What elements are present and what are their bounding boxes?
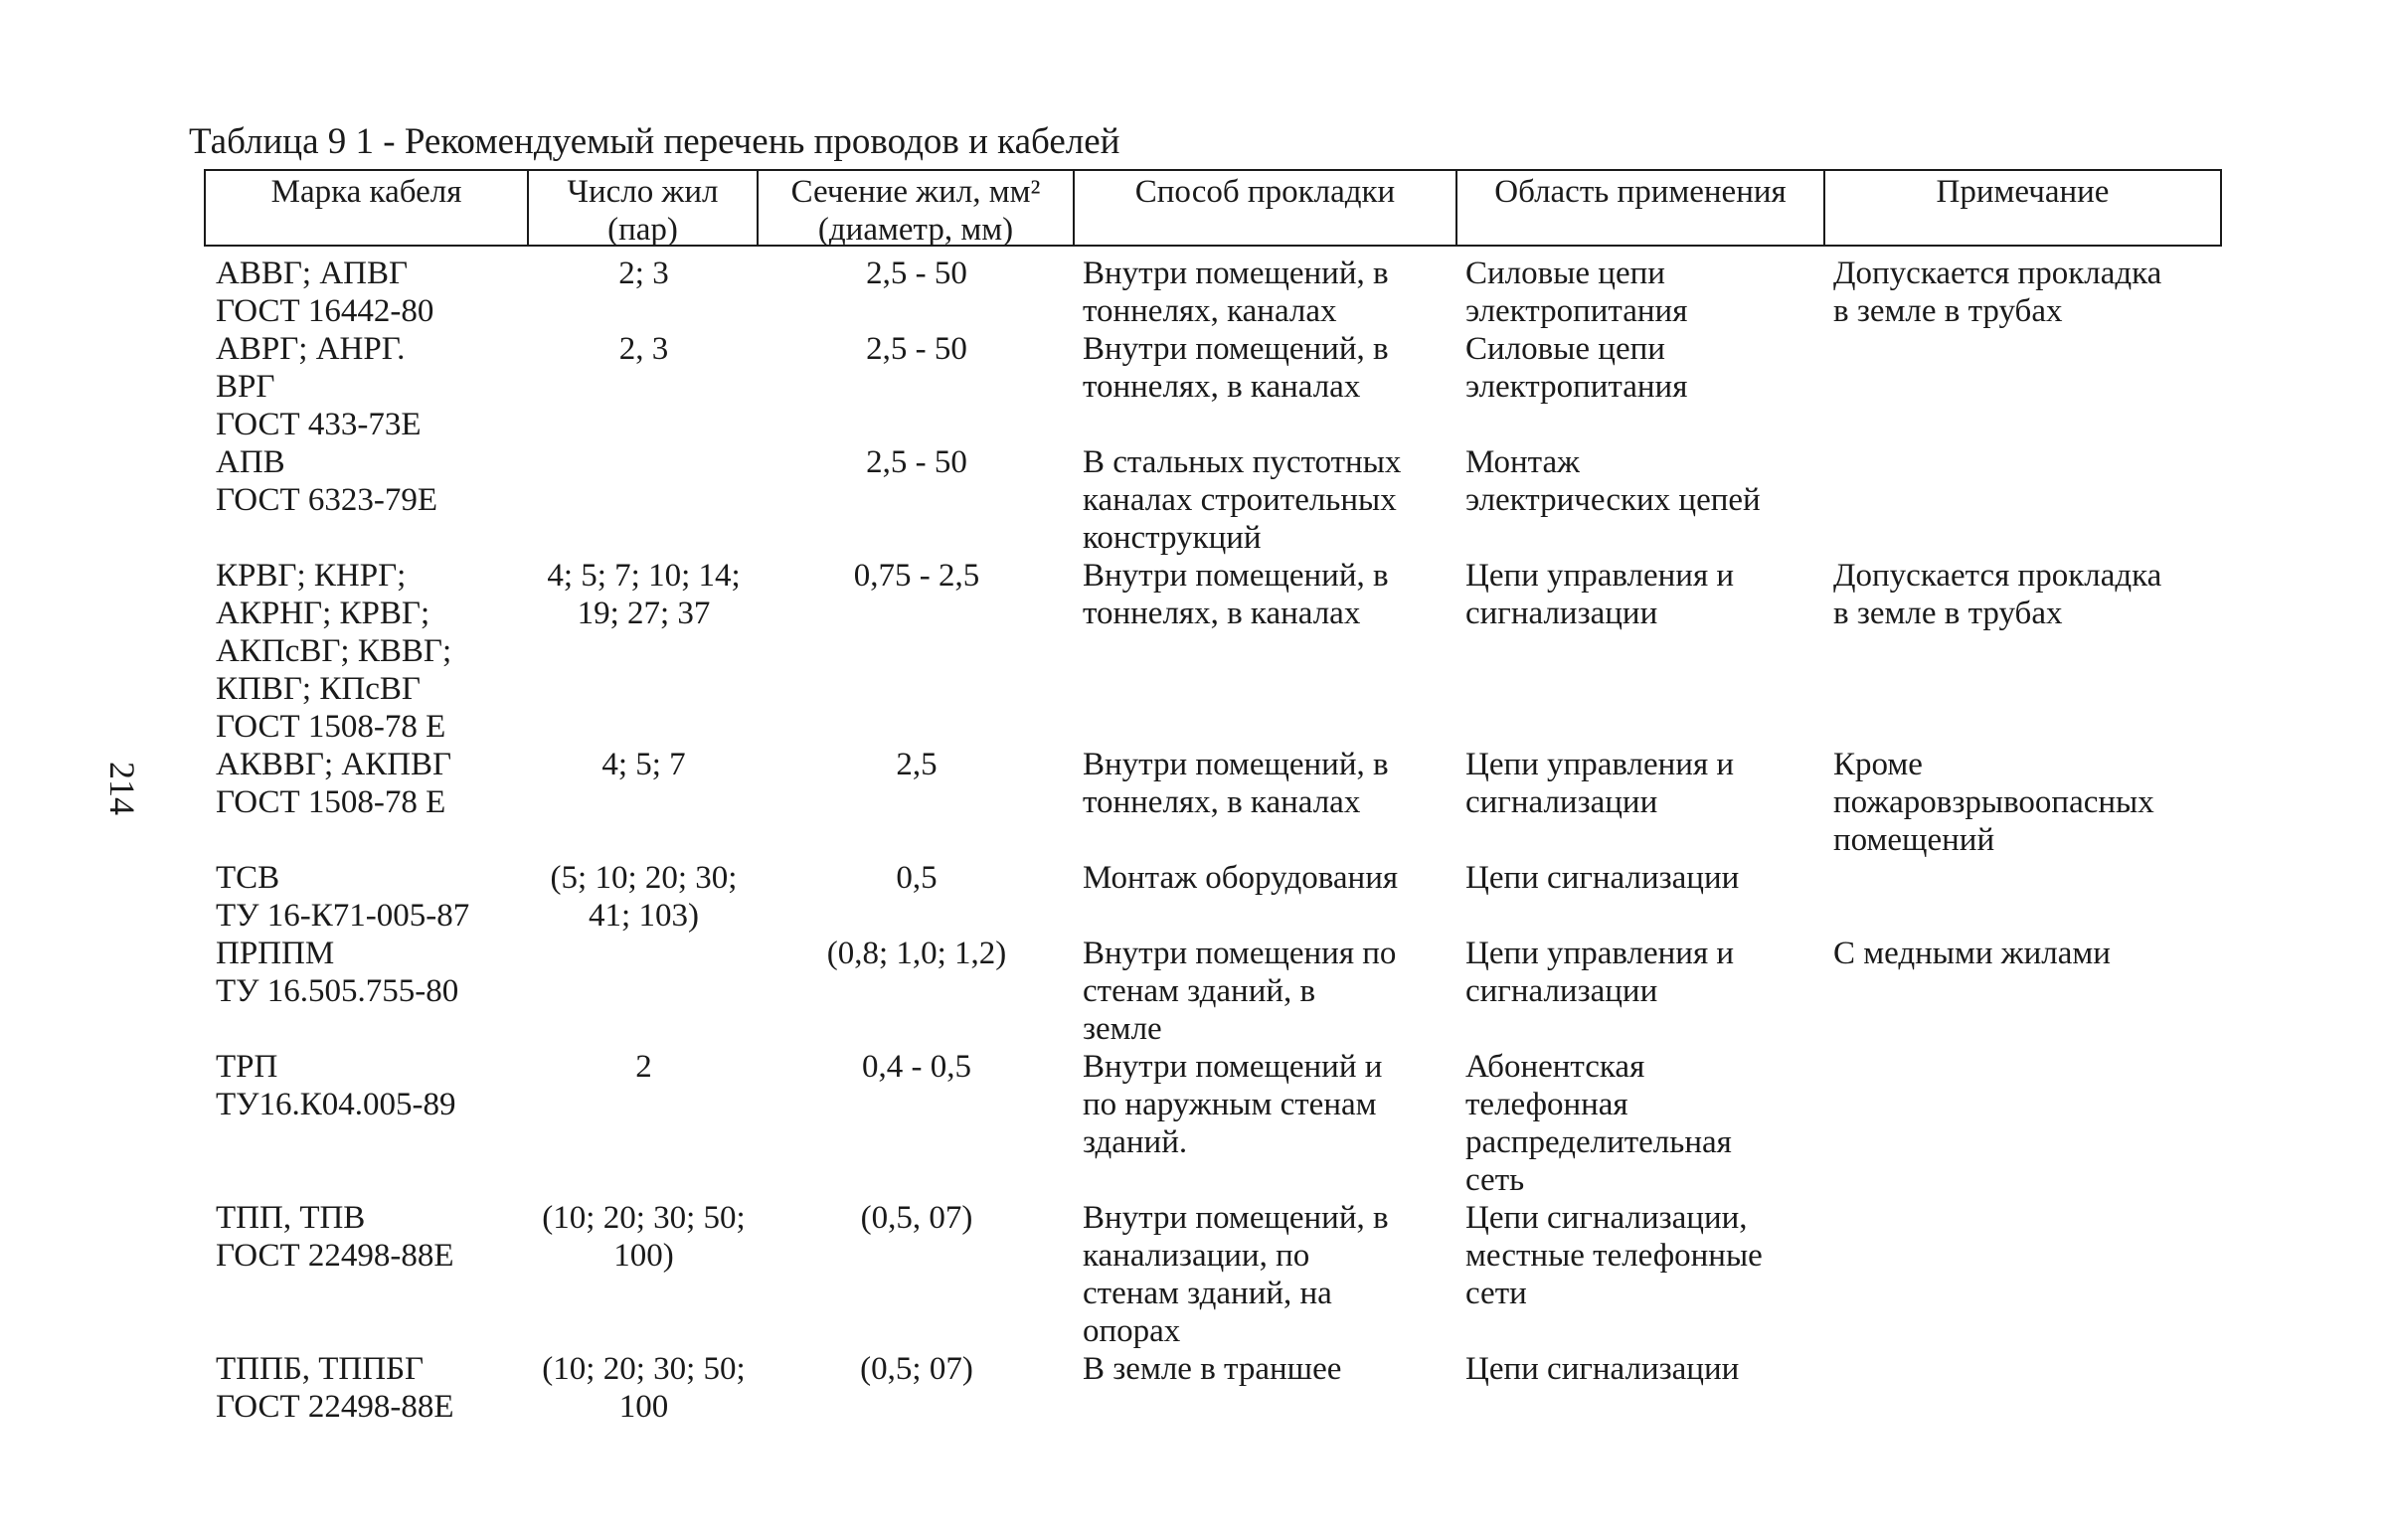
cell-brand — [204, 1350, 527, 1426]
cell-text: сигнализации — [1465, 784, 1658, 820]
cell-method — [1073, 935, 1455, 1048]
cell-text: Цепи сигнализации — [1465, 1351, 1740, 1387]
header-brand — [204, 169, 527, 247]
cell-cores — [527, 859, 757, 935]
cell-method — [1073, 1199, 1455, 1350]
table-body — [204, 255, 2222, 1426]
cell-area — [1455, 1199, 1823, 1350]
cell-method — [1073, 859, 1455, 935]
cell-text: Монтаж оборудования — [1083, 860, 1399, 896]
cell-area — [1455, 330, 1823, 443]
cell-section — [757, 557, 1073, 746]
cell-method — [1073, 330, 1455, 443]
cell-brand — [204, 330, 527, 443]
cell-text: АВВГ; АПВГ — [216, 256, 409, 291]
cell-note — [1823, 443, 2222, 557]
cell-section — [757, 443, 1073, 557]
cell-note — [1823, 1048, 2222, 1199]
cell-text: Допускается прокладка — [1833, 256, 2162, 291]
cell-method — [1073, 443, 1455, 557]
cell-section — [757, 255, 1073, 330]
cell-section — [757, 1199, 1073, 1350]
cell-method — [1073, 1048, 1455, 1199]
cell-cores — [527, 443, 757, 557]
cell-text: (10; 20; 30; 50; — [542, 1200, 746, 1236]
cell-text: С медными жилами — [1833, 936, 2111, 971]
cell-text: ГОСТ 22498-88Е — [216, 1389, 454, 1425]
cell-text: АКПсВГ; КВВГ; — [216, 633, 452, 669]
header-text: Число жил — [567, 174, 719, 210]
cell-brand — [204, 935, 527, 1048]
cell-text: 4; 5; 7; 10; 14; — [547, 558, 741, 594]
cell-area — [1455, 443, 1823, 557]
cell-note — [1823, 1350, 2222, 1426]
cell-text: ГОСТ 22498-88Е — [216, 1238, 454, 1274]
cell-text: Кроме — [1833, 747, 1923, 782]
cell-text: каналах строительных — [1083, 482, 1397, 518]
cell-text: ТСВ — [216, 860, 280, 896]
table-row — [204, 1199, 2222, 1350]
cell-text: КРВГ; КНРГ; — [216, 558, 407, 594]
cell-text: АВРГ; АНРГ. — [216, 331, 406, 367]
cell-brand — [204, 1199, 527, 1350]
cell-text: канализации, по — [1083, 1238, 1310, 1274]
header-note — [1823, 169, 2222, 247]
cell-area — [1455, 557, 1823, 746]
cell-text: стенам зданий, на — [1083, 1276, 1332, 1311]
cell-text: 100) — [613, 1238, 674, 1274]
table-row — [204, 935, 2222, 1048]
cell-text: тоннелях, каналах — [1083, 293, 1337, 329]
cell-area — [1455, 1350, 1823, 1426]
cell-text: АПВ — [216, 444, 285, 480]
cell-text: ВРГ — [216, 369, 275, 405]
cell-text: ТПП, ТПВ — [216, 1200, 366, 1236]
cell-area — [1455, 859, 1823, 935]
cell-cores — [527, 1048, 757, 1199]
cell-section — [757, 1048, 1073, 1199]
cell-text: по наружным стенам — [1083, 1087, 1377, 1122]
cell-area — [1455, 255, 1823, 330]
cell-text: АКРНГ; КРВГ; — [216, 596, 430, 631]
cell-text: распределительная — [1465, 1124, 1732, 1160]
cell-brand — [204, 746, 527, 859]
cell-text: ТППБ, ТППБГ — [216, 1351, 425, 1387]
cell-text: 2,5 - 50 — [866, 444, 967, 480]
cell-text: Цепи управления и — [1465, 558, 1735, 594]
cell-text: Силовые цепи — [1465, 256, 1665, 291]
cell-text: Внутри помещений и — [1083, 1049, 1383, 1085]
cell-text: 2,5 - 50 — [866, 331, 967, 367]
cell-text: АКВВГ; АКПВГ — [216, 747, 452, 782]
table-caption: Таблица 9 1 - Рекомендуемый перечень проводов и кабелей — [189, 121, 1120, 162]
cell-note — [1823, 859, 2222, 935]
cell-text: электропитания — [1465, 369, 1688, 405]
table-header-row — [204, 169, 2222, 247]
header-text: Способ прокладки — [1134, 174, 1396, 210]
cell-text: пожаровзрывоопасных — [1833, 784, 2154, 820]
cell-area — [1455, 935, 1823, 1048]
cell-text: ГОСТ 1508-78 Е — [216, 784, 446, 820]
header-text: (диаметр, мм) — [817, 212, 1014, 248]
cell-text: ГОСТ 6323-79Е — [216, 482, 438, 518]
cell-text: Внутри помещений, в — [1083, 747, 1389, 782]
cell-text: ТУ 16.505.755-80 — [216, 973, 459, 1009]
cell-text: Внутри помещений, в — [1083, 331, 1389, 367]
cell-text: КПВГ; КПсВГ — [216, 671, 421, 707]
cell-text: зданий. — [1083, 1124, 1188, 1160]
cell-text: ТРП — [216, 1049, 278, 1085]
cell-section — [757, 859, 1073, 935]
cell-text: Цепи сигнализации — [1465, 860, 1740, 896]
cell-text: в земле в трубах — [1833, 293, 2063, 329]
cell-text: 2,5 — [896, 747, 938, 782]
table-row — [204, 443, 2222, 557]
cell-area — [1455, 746, 1823, 859]
header-text: (пар) — [607, 212, 678, 248]
cell-text: Силовые цепи — [1465, 331, 1665, 367]
table-row — [204, 255, 2222, 330]
header-text: Область применения — [1494, 174, 1787, 210]
cell-note — [1823, 1199, 2222, 1350]
page-number: 214 — [102, 762, 142, 815]
cell-text: В стальных пустотных — [1083, 444, 1402, 480]
cell-text: Внутри помещений, в — [1083, 1200, 1389, 1236]
cables-table — [204, 169, 2222, 1426]
cell-text: конструкций — [1083, 520, 1262, 556]
cell-note — [1823, 255, 2222, 330]
table-row — [204, 557, 2222, 746]
cell-note — [1823, 935, 2222, 1048]
cell-text: ПРППМ — [216, 936, 335, 971]
cell-text: (0,8; 1,0; 1,2) — [826, 936, 1007, 971]
table-row — [204, 1350, 2222, 1426]
cell-brand — [204, 1048, 527, 1199]
cell-text: сеть — [1465, 1162, 1525, 1198]
cell-text: сигнализации — [1465, 596, 1658, 631]
cell-text: 0,75 - 2,5 — [853, 558, 980, 594]
cell-cores — [527, 557, 757, 746]
cell-method — [1073, 1350, 1455, 1426]
cell-note — [1823, 746, 2222, 859]
cell-text: местные телефонные — [1465, 1238, 1763, 1274]
cell-text: (0,5, 07) — [860, 1200, 973, 1236]
cell-brand — [204, 443, 527, 557]
cell-text: Абонентская — [1465, 1049, 1645, 1085]
cell-text: 2 — [635, 1049, 652, 1085]
cell-text: Монтаж — [1465, 444, 1580, 480]
cell-note — [1823, 557, 2222, 746]
header-text: Сечение жил, мм² — [790, 174, 1041, 210]
cell-text: ТУ 16-К71-005-87 — [216, 898, 470, 934]
cell-text: сети — [1465, 1276, 1527, 1311]
cell-method — [1073, 557, 1455, 746]
cell-text: Допускается прокладка — [1833, 558, 2162, 594]
cell-text: 19; 27; 37 — [577, 596, 711, 631]
cell-brand — [204, 859, 527, 935]
cell-text: (0,5; 07) — [860, 1351, 973, 1387]
cell-text: Цепи управления и — [1465, 936, 1735, 971]
cell-text: тоннелях, в каналах — [1083, 784, 1361, 820]
cell-text: электрических цепей — [1465, 482, 1761, 518]
cell-text: (5; 10; 20; 30; — [550, 860, 738, 896]
cell-text: Внутри помещения по — [1083, 936, 1397, 971]
cell-text: ГОСТ 16442-80 — [216, 293, 434, 329]
cell-text: 2,5 - 50 — [866, 256, 967, 291]
table-row — [204, 859, 2222, 935]
cell-text: тоннелях, в каналах — [1083, 596, 1361, 631]
cell-text: телефонная — [1465, 1087, 1628, 1122]
cell-text: ГОСТ 1508-78 Е — [216, 709, 446, 745]
cell-cores — [527, 1350, 757, 1426]
cell-text: Внутри помещений, в — [1083, 558, 1389, 594]
cell-text: стенам зданий, в — [1083, 973, 1316, 1009]
cell-text: Внутри помещений, в — [1083, 256, 1389, 291]
cell-text: в земле в трубах — [1833, 596, 2063, 631]
cell-text: 4; 5; 7 — [601, 747, 686, 782]
cell-cores — [527, 1199, 757, 1350]
cell-cores — [527, 746, 757, 859]
cell-section — [757, 330, 1073, 443]
cell-brand — [204, 255, 527, 330]
cell-text: опорах — [1083, 1313, 1181, 1349]
cell-cores — [527, 935, 757, 1048]
cell-text: электропитания — [1465, 293, 1688, 329]
cell-text: Цепи сигнализации, — [1465, 1200, 1748, 1236]
cell-brand — [204, 557, 527, 746]
cell-cores — [527, 330, 757, 443]
cell-text: 2, 3 — [618, 331, 669, 367]
cell-text: 2; 3 — [618, 256, 669, 291]
cell-text: (10; 20; 30; 50; — [542, 1351, 746, 1387]
cell-note — [1823, 330, 2222, 443]
cell-text: 100 — [618, 1389, 669, 1425]
table-row — [204, 746, 2222, 859]
cell-section — [757, 746, 1073, 859]
cell-text: помещений — [1833, 822, 1995, 858]
header-cores — [527, 169, 757, 247]
header-area — [1455, 169, 1823, 247]
header-method — [1073, 169, 1455, 247]
cell-area — [1455, 1048, 1823, 1199]
table-row — [204, 330, 2222, 443]
cell-method — [1073, 255, 1455, 330]
cell-section — [757, 935, 1073, 1048]
cell-text: 41; 103) — [589, 898, 699, 934]
cell-section — [757, 1350, 1073, 1426]
table-row — [204, 1048, 2222, 1199]
cell-text: ГОСТ 433-73Е — [216, 407, 422, 442]
cell-text: тоннелях, в каналах — [1083, 369, 1361, 405]
cell-text: Цепи управления и — [1465, 747, 1735, 782]
header-text: Примечание — [1936, 174, 2110, 210]
header-section — [757, 169, 1073, 247]
cell-text: 0,4 - 0,5 — [862, 1049, 971, 1085]
header-text: Марка кабеля — [270, 174, 462, 210]
cell-text: В земле в траншее — [1083, 1351, 1342, 1387]
cell-text: земле — [1083, 1011, 1162, 1047]
cell-text: сигнализации — [1465, 973, 1658, 1009]
cell-method — [1073, 746, 1455, 859]
cell-cores — [527, 255, 757, 330]
cell-text: ТУ16.К04.005-89 — [216, 1087, 456, 1122]
cell-text: 0,5 — [896, 860, 938, 896]
